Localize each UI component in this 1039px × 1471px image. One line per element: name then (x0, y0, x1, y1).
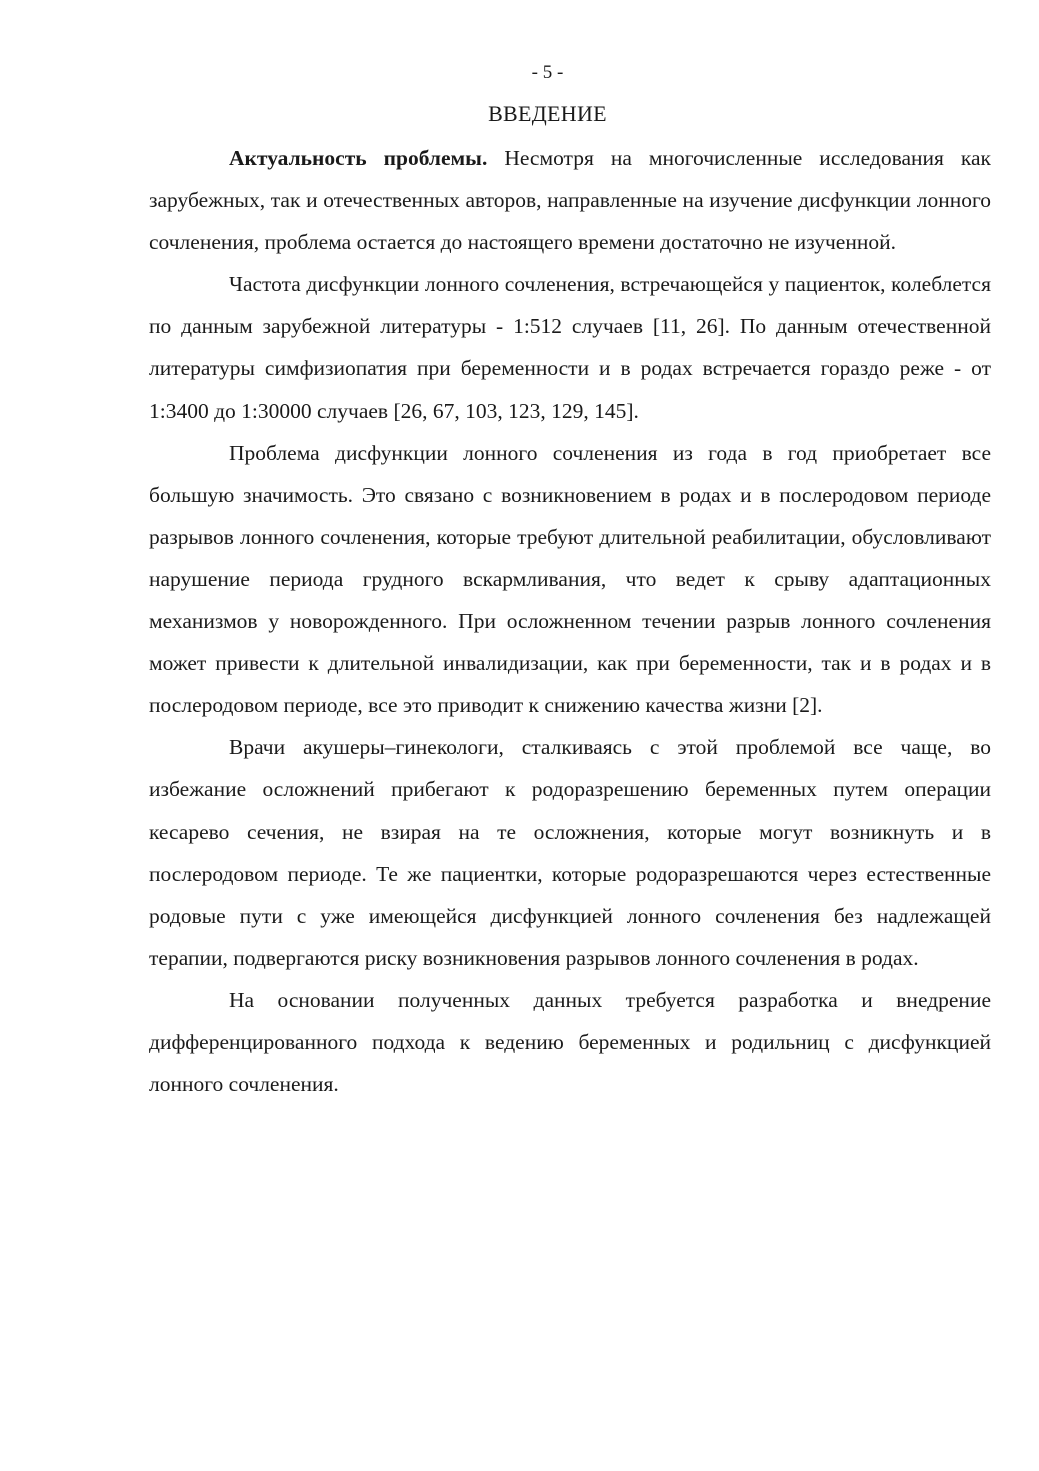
paragraph-obstetricians: Врачи акушеры–гинекологи, сталкиваясь с этой проблемой все чаще, во избежание осложнений прибегают к родоразрешению беременных путем операции кесарево сечения, не взирая на те осложнения, которые могут возникнуть и в послеродовом периоде. Те же пациентки, которые родоразрешаются через естественные родовые пути с уже имеющейся дисфункцией лонного сочленения без надлежащей терапии, подвергаются риску возникновения разрывов лонного сочленения в родах. (149, 735, 991, 970)
page-number: - 5 - (531, 62, 564, 83)
paragraph-significance: Проблема дисфункции лонного сочленения из года в год приобретает все большую значимость. Это связано с возникновением в родах и в послеродовом периоде разрывов лонного сочленения, которые требуют длительной реабилитации, обусловливают нарушение периода грудного вскармливания, что ведет к срыву адаптационных механизмов у новорожденного. При осложненном течении разрыв лонного сочленения может привести к длительной инвалидизации, как при беременности, так и в родах и в послеродовом периоде, все это приводит к снижению качества жизни [2]. (149, 440, 991, 718)
paragraph-frequency: Частота дисфункции лонного сочленения, встречающейся у пациенток, колеблется по данным зарубежной литературы - 1:512 случаев [11, 26]. По данным отечественной литературы симфизиопатия при беременности и в родах встречается гораздо реже - от 1:3400 до 1:30000 случаев [26, 67, 103, 123, 129, 145]. (149, 272, 991, 423)
section-heading: ВВЕДЕНИЕ (488, 101, 607, 126)
paragraph-lead: Актуальность проблемы. (229, 146, 488, 170)
paragraph-relevance (149, 137, 991, 263)
paragraph-conclusion: На основании полученных данных требуется разработка и внедрение дифференцированного подхода к ведению беременных и родильниц с дисфункцией лонного сочленения. (149, 987, 991, 1097)
paragraph-text: Несмотря на многочисленные исследования как зарубежных, так и отечественных авторов, направленные на изучение дисфункции лонного сочленения, проблема остается до настоящего времени достаточно не изученной. (149, 146, 991, 255)
body-text (149, 137, 991, 1105)
